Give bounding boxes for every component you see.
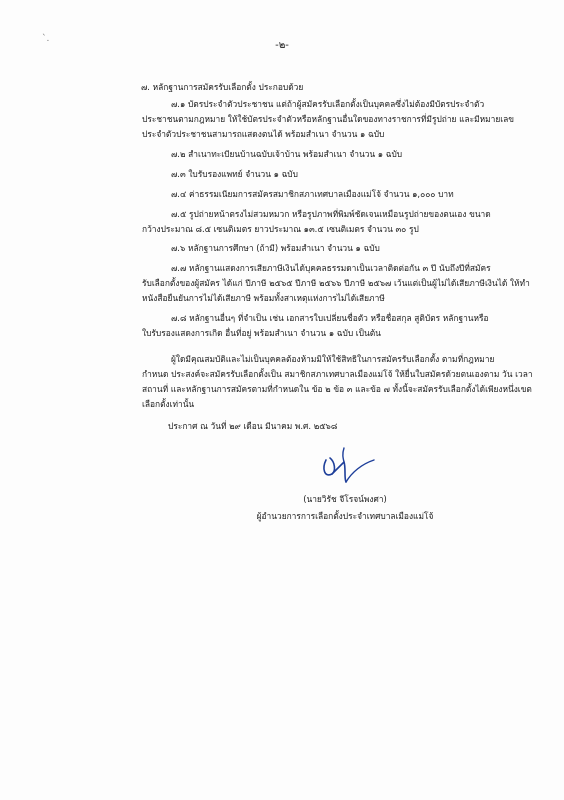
item-7-4: ๗.๔ ค่าธรรมเนียมการสมัครสมาชิกสภาเทศบาลเมืองแม่โจ้ จำนวน ๑,๐๐๐ บาท <box>171 189 454 199</box>
item-7-7-line-2: รับเลือกตั้งของผู้สมัคร ได้แก่ ปีภาษี ๒๕๖๕ ปีภาษี ๒๕๖๖ ปีภาษี ๒๕๖๗ เว้นแต่เป็นผู้ไม่ได้เสียภาษีเงินได้ ให้ทำ <box>142 278 530 288</box>
item-7-3: ๗.๓ ใบรับรองแพทย์ จำนวน ๑ ฉบับ <box>171 169 298 179</box>
announcement-date: ประกาศ ณ วันที่ ๒๙ เดือน มีนาคม พ.ศ. ๒๕๖๘ <box>168 421 338 431</box>
section-heading: ๗. หลักฐานการสมัครรับเลือกตั้ง ประกอบด้วย <box>141 82 304 92</box>
item-7-7-line-3: หนังสือยืนยันการไม่ได้เสียภาษี พร้อมทั้งสาเหตุแห่งการไม่ได้เสียภาษี <box>142 293 385 303</box>
signatory-name: (นายวิรัช จีโรจน์พงศา) <box>303 494 387 504</box>
item-7-1-line-2: ประชาชนตามกฎหมาย ให้ใช้บัตรประจำตัวหรือหลักฐานอื่นใดของทางราชการที่มีรูปถ่าย และมีหมายเลข <box>142 114 515 124</box>
closing-line-4: เลือกตั้งเท่านั้น <box>142 399 195 409</box>
page-number: -๒- <box>275 40 289 51</box>
item-7-8-line-2: ใบรับรองแสดงการเกิด อื่นที่อยู่ พร้อมสำเนา จำนวน ๑ ฉบับ เป็นต้น <box>142 328 381 338</box>
closing-line-1: ผู้ใดมีคุณสมบัติและไม่เป็นบุคคลต้องห้ามมิให้ใช้สิทธิในการสมัครรับเลือกตั้ง ตามที่กฎหมาย <box>171 354 495 364</box>
scan-mark: `. <box>42 34 50 44</box>
signatory-title: ผู้อำนวยการการเลือกตั้งประจำเทศบาลเมืองแม่โจ้ <box>256 511 434 521</box>
item-7-1-line-3: ประจำตัวประชาชนสามารถแสดงตนได้ พร้อมสำเนา จำนวน ๑ ฉบับ <box>142 129 385 139</box>
item-7-6: ๗.๖ หลักฐานการศึกษา (ถ้ามี) พร้อมสำเนา จำนวน ๑ ฉบับ <box>171 243 380 253</box>
item-7-5-line-2: กว้างประมาณ ๘.๕ เซนติเมตร ยาวประมาณ ๑๓.๕ เซนติเมตร จำนวน ๓๐ รูป <box>142 224 419 234</box>
closing-line-2: กำหนด ประสงค์จะสมัครรับเลือกตั้งเป็น สมาชิกสภาเทศบาลเมืองแม่โจ้ ให้ยื่นใบสมัครด้วยตนเองตาม วัน เวลา <box>142 369 533 379</box>
item-7-2: ๗.๒ สำเนาทะเบียนบ้านฉบับเจ้าบ้าน พร้อมสำเนา จำนวน ๑ ฉบับ <box>171 149 403 159</box>
item-7-8-line-1: ๗.๘ หลักฐานอื่นๆ ที่จำเป็น เช่น เอกสารใบเปลี่ยนชื่อตัว หรือชื่อสกุล สูติบัตร หลักฐานหรือ <box>171 313 489 323</box>
item-7-5-line-1: ๗.๕ รูปถ่ายหน้าตรงไม่สวมหมวก หรือรูปภาพที่พิมพ์ชัดเจนเหมือนรูปถ่ายของตนเอง ขนาด <box>171 209 491 219</box>
handwritten-signature <box>316 438 376 488</box>
item-7-7-line-1: ๗.๗ หลักฐานแสดงการเสียภาษีเงินได้บุคคลธรรมดาเป็นเวลาติดต่อกัน ๓ ปี นับถึงปีที่สมัคร <box>171 263 491 273</box>
item-7-1-line-1: ๗.๑ บัตรประจำตัวประชาชน แต่ถ้าผู้สมัครรับเลือกตั้งเป็นบุคคลซึ่งไม่ต้องมีบัตรประจำตัว <box>171 99 485 109</box>
closing-line-3: สถานที่ และหลักฐานการสมัครตามที่กำหนดใน ข้อ ๒ ข้อ ๓ และข้อ ๗ ทั้งนี้จะสมัครรับเลือกตั้งได้เพียงหนึ่งเขต <box>142 384 532 394</box>
